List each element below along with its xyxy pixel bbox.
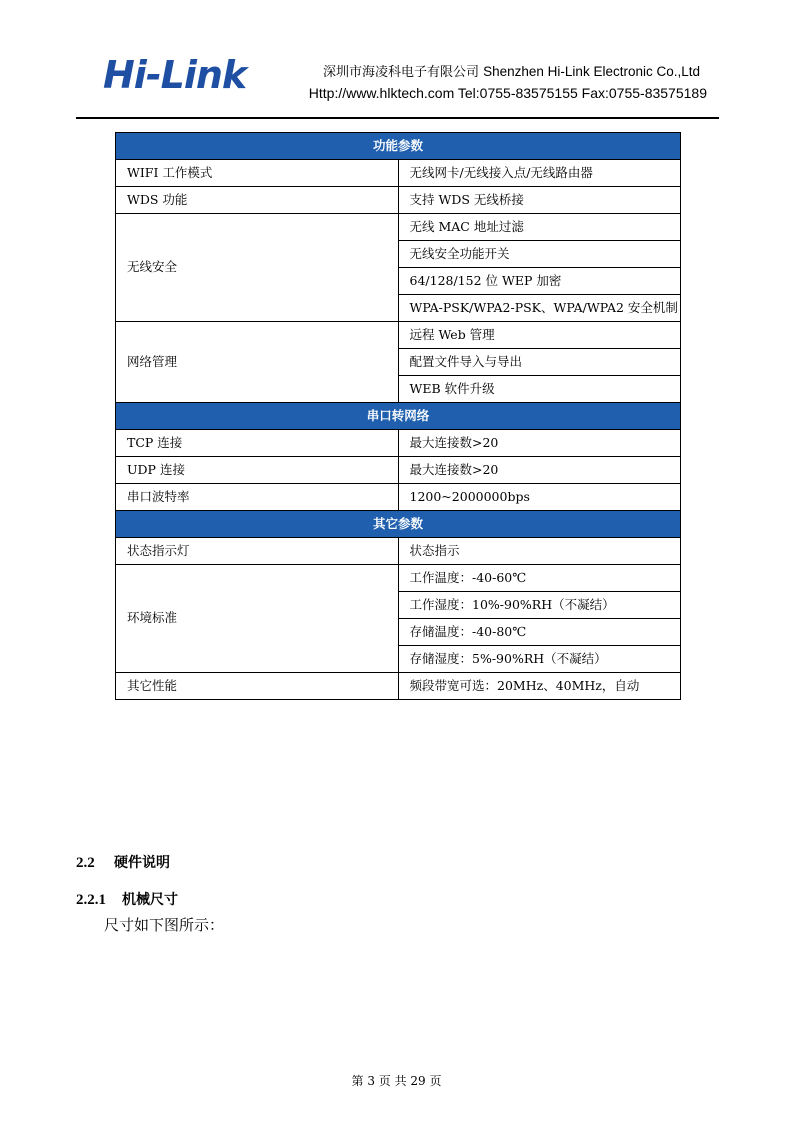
table-row — [116, 457, 681, 484]
row-value: WPA-PSK/WPA2-PSK、WPA/WPA2 安全机制 — [398, 295, 681, 322]
row-value: 存储湿度：5%-90%RH（不凝结） — [398, 646, 681, 673]
row-label: 其它性能 — [116, 673, 399, 700]
header-divider — [76, 117, 719, 119]
section-number: 2.2 — [76, 855, 95, 871]
row-value: 支持 WDS 无线桥接 — [398, 187, 681, 214]
row-label: WDS 功能 — [116, 187, 399, 214]
row-value: 64/128/152 位 WEP 加密 — [398, 268, 681, 295]
subsection-title: 机械尺寸 — [122, 892, 178, 908]
row-value: 1200~2000000bps — [398, 484, 681, 511]
table-row — [116, 187, 681, 214]
section-title-serial: 串口转网络 — [116, 403, 681, 430]
row-value: WEB 软件升级 — [398, 376, 681, 403]
header-contact: Http://www.hlktech.com Tel:0755-83575155 Fax:0755-83575189 — [308, 85, 707, 101]
row-value: 最大连接数>20 — [398, 430, 681, 457]
row-label: UDP 连接 — [116, 457, 399, 484]
row-value: 无线网卡/无线接入点/无线路由器 — [398, 160, 681, 187]
row-value: 最大连接数>20 — [398, 457, 681, 484]
section-title-other: 其它参数 — [116, 511, 681, 538]
table-row — [116, 538, 681, 565]
table-row — [116, 322, 681, 349]
section-heading — [76, 852, 170, 872]
company-name-cn: 深圳市海凌科电子有限公司 — [322, 65, 479, 80]
table-row — [116, 214, 681, 241]
table-row — [116, 430, 681, 457]
table-row — [116, 484, 681, 511]
row-label: TCP 连接 — [116, 430, 399, 457]
section-header-row — [116, 133, 681, 160]
row-label: 串口波特率 — [116, 484, 399, 511]
table-row — [116, 565, 681, 592]
company-name-en: Shenzhen Hi-Link Electronic Co.,Ltd — [483, 64, 700, 79]
row-value: 存储温度：-40-80℃ — [398, 619, 681, 646]
row-label: 无线安全 — [116, 214, 399, 322]
company-logo: Hi-Link — [103, 53, 247, 97]
row-label: 状态指示灯 — [116, 538, 399, 565]
row-value: 无线安全功能开关 — [398, 241, 681, 268]
row-value: 配置文件导入与导出 — [398, 349, 681, 376]
header-company — [323, 64, 700, 81]
table-row — [116, 160, 681, 187]
section-title-functional: 功能参数 — [116, 133, 681, 160]
row-label: 环境标准 — [116, 565, 399, 673]
section-header-row — [116, 403, 681, 430]
row-value: 远程 Web 管理 — [398, 322, 681, 349]
body-paragraph: 尺寸如下图所示： — [104, 916, 225, 934]
page-number: 第 3 页 共 29 页 — [351, 1074, 442, 1088]
row-value: 无线 MAC 地址过滤 — [398, 214, 681, 241]
row-value: 状态指示 — [398, 538, 681, 565]
section-title: 硬件说明 — [114, 855, 170, 871]
row-value: 工作湿度：10%-90%RH（不凝结） — [398, 592, 681, 619]
spec-table — [115, 132, 681, 700]
table-row — [116, 673, 681, 700]
subsection-heading — [76, 889, 178, 909]
section-header-row — [116, 511, 681, 538]
row-value: 工作温度：-40-60℃ — [398, 565, 681, 592]
row-value: 频段带宽可选：20MHz、40MHz，自动 — [398, 673, 681, 700]
row-label: WIFI 工作模式 — [116, 160, 399, 187]
row-label: 网络管理 — [116, 322, 399, 403]
subsection-number: 2.2.1 — [76, 892, 106, 908]
